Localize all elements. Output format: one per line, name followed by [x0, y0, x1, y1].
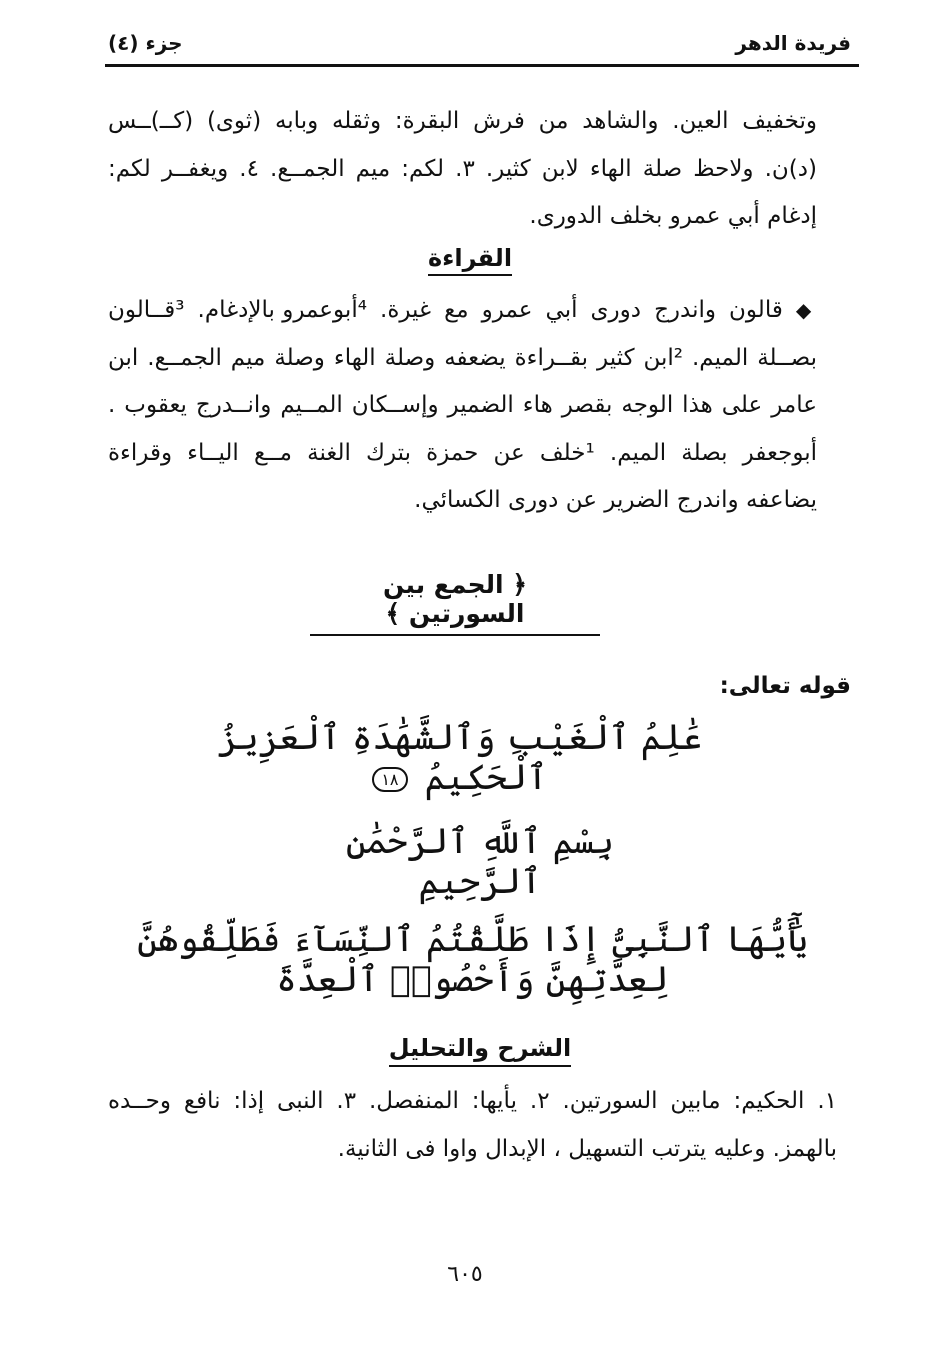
verse-2: يَٰٓأَيُّهَا ٱلنَّبِىُّ إِذَا طَلَّقْتُمُ ٱلنِّسَآءَ فَطَلِّقُوهُنَّ لِعِدَّتِهِنَّ وَأَحْصُوا۟ ٱلْعِدَّةَ — [137, 920, 808, 1000]
running-header-part: جزء (٤) — [108, 31, 183, 55]
qiraa-heading-text: القراءة — [428, 244, 512, 276]
header-rule — [105, 64, 859, 67]
verse-1 — [180, 718, 740, 798]
diamond-bullet-icon: ◆ — [795, 298, 818, 322]
verse-1-text: عَٰلِمُ ٱلْغَيْبِ وَٱلشَّهَٰدَةِ ٱلْعَزِيزُ ٱلْحَكِيمُ — [217, 718, 703, 798]
basmala: بِسْمِ ٱللَّهِ ٱلرَّحْمَٰنِ ٱلرَّحِيمِ — [345, 822, 615, 902]
readings-text: قالون واندرج دورى أبي عمرو مع غيرة. ⁴أبوعمرو بالإدغام. ³قــالون بصــلة الميم. ²ابن كثير بقــراءة يضعفه وصلة الهاء وصلة ميم الجمــع. ابن عامر على هذا الوجه بقصر هاء الضمير وإســكان المــيم وانــدرج يعقوب . أبوجعفر بصلة الميم. ¹خلف عن حمزة بترك الغنة مــع اليــاء وقراءة يضاعفه واندرج الضرير عن دورى الكسائي. — [108, 297, 817, 513]
explanation-paragraph: ١. الحكيم: مابين السورتين. ٢. يأيها: المنفصل. ٣. النبى إذا: نافع وحــده بالهمز. وعليه يترتب التسهيل ، الإبدال واوا فى الثانية. — [108, 1088, 837, 1162]
running-header-title: فريدة الدهر — [735, 31, 851, 55]
section-title-text: ﴿ الجمع بين السورتين ﴾ — [310, 570, 600, 636]
section-title — [310, 570, 600, 636]
commentary-paragraph: وتخفيف العين. والشاهد من فرش البقرة: وثقله وبابه (ثوى) (كــ)ــس (د)ن. ولاحظ صلة الهاء لابن كثير. ٣. لكم: ميم الجمــع. ٤. ويغفــر لكم: إدغام أبي عمرو بخلف الدورى. — [108, 108, 817, 229]
sharh-heading-text: الشرح والتحليل — [389, 1034, 572, 1067]
qawluh-label: قوله تعالى: — [719, 673, 851, 699]
ayah-number-mark: ١٨ — [372, 767, 407, 792]
readings-paragraph — [108, 287, 817, 525]
page-number: ٦٠٥ — [447, 1262, 483, 1287]
sharh-heading — [380, 1034, 580, 1067]
qiraa-heading — [400, 244, 540, 276]
